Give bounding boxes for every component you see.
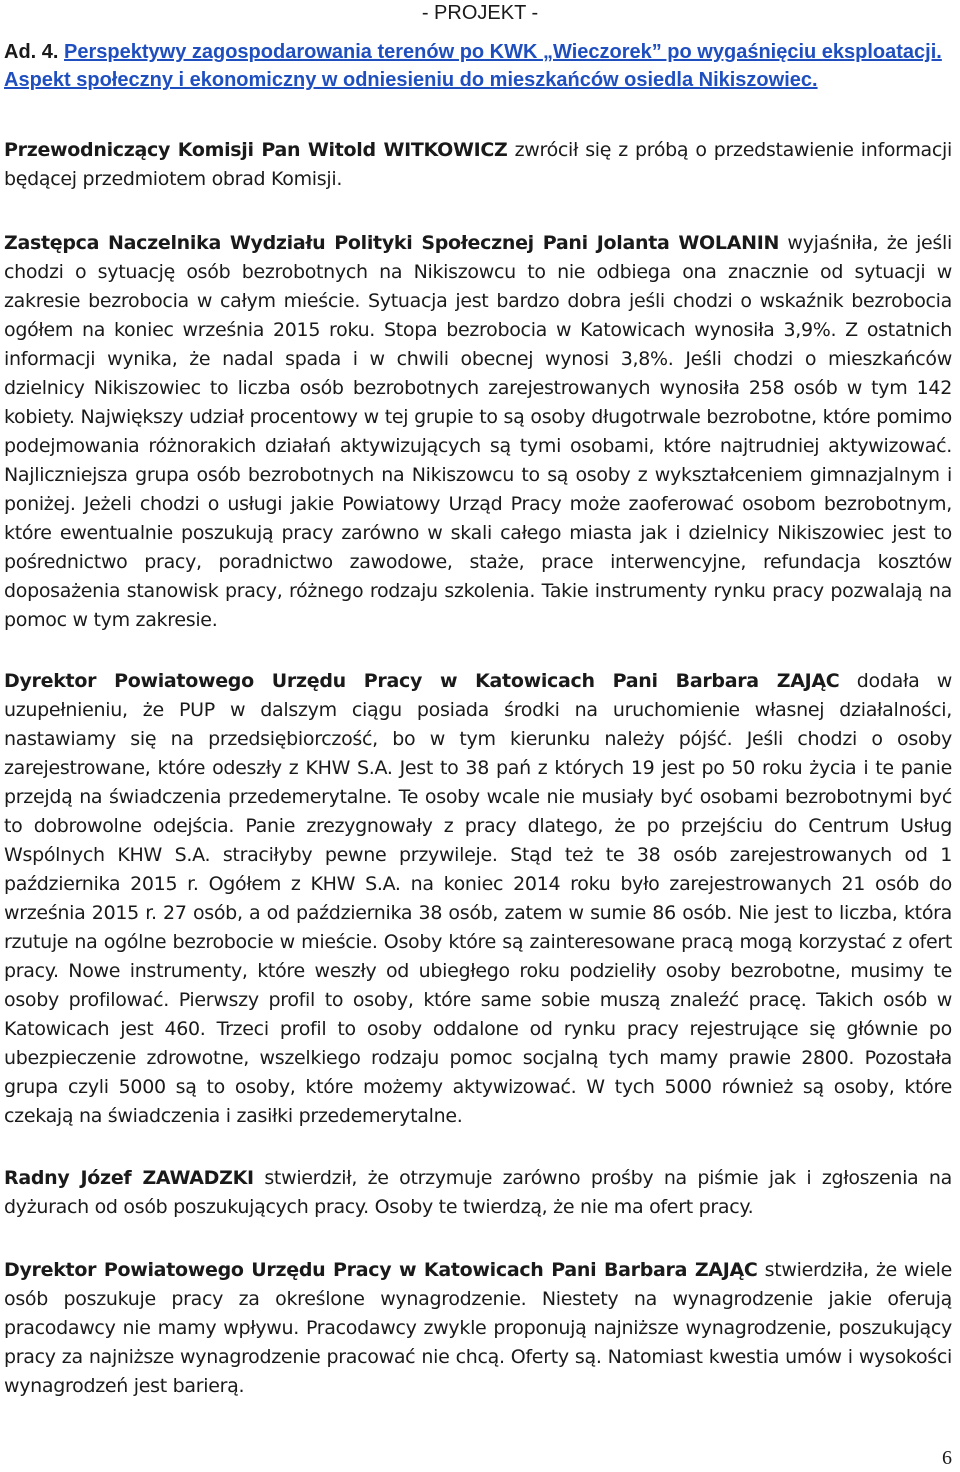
paragraph-director-1 [4, 667, 952, 1131]
paragraph-chairman [4, 136, 952, 194]
draft-header: - PROJEKT - [421, 2, 539, 24]
agenda-item [4, 38, 954, 94]
paragraph-director-2 [4, 1256, 952, 1401]
paragraph-text: stwierdził, że otrzymuje zarówno prośby na piśmie jak i zgłoszenia na dyżurach od osób poszukujących pracy. Osoby te twierdzą, że nie ma ofert pracy. [4, 1167, 952, 1218]
paragraph-text: dodała w uzupełnieniu, że PUP w dalszym ciągu posiada środki na uruchomienie własnej działalności, nastawiamy się na przedsiębiorczość, bo w tym kierunku należy pójść. Jeśli chodzi o osoby zarejestrowane, które odeszły z KHW S.A. Jest to 38 pań z których 19 jest po 50 roku życia i te panie przejdą na świadczenia przedemerytalne. Te osoby wcale nie musiały być osobami bezrobotnymi być to dobrowolne odejścia. Panie zrezygnowały z pracy dlatego, że po przejściu do Centrum Usług Wspólnych KHW S.A. straciłyby pewne przywileje. Stąd też te 38 osób zarejestrowanych od 1 października 2015 r. Ogółem z KHW S.A. na koniec 2014 roku było zarejestrowanych 21 osób do września 2015 r. 27 osób, a od października 38 osób, zatem w sumie 86 osób. Nie jest to liczba, która rzutuje na ogólne bezrobocie w mieście. Osoby które są zainteresowane pracą mogą korzystać z ofert pracy. Nowe instrumenty, które weszły od ubiegłego roku podzieliły osoby bezrobotne, musimy te osoby profilować. Pierwszy profil to osoby, które same sobie muszą znaleźć pracę. Takich osób w Katowicach jest 460. Trzeci profil to osoby oddalone od rynku pracy rejestrujące się głównie po ubezpieczenie zdrowotne, wszelkiego rodzaju pomoc socjalną tych mamy prawie 2800. Pozostała grupa czyli 5000 są to osoby, które możemy aktywizować. W tych 5000 również są osoby, które czekają na świadczenia i zasiłki przedemerytalne. [4, 670, 952, 1127]
speaker-name: Przewodniczący Komisji Pan Witold WITKOWICZ [4, 139, 508, 161]
paragraph-councillor [4, 1164, 952, 1222]
agenda-number: Ad. 4. [4, 41, 59, 63]
speaker-name: Radny Józef ZAWADZKI [4, 1167, 254, 1189]
agenda-title-link[interactable]: Perspektywy zagospodarowania terenów po KWK „Wieczorek” po wygaśnięciu eksploatacji. Aspekt społeczny i ekonomiczny w odniesieniu do mieszkańców osiedla Nikiszowiec. [4, 41, 942, 91]
paragraph-text: zwrócił się z próbą o przedstawienie informacji będącej przedmiotem obrad Komisji. [4, 139, 952, 190]
speaker-name: Zastępca Naczelnika Wydziału Polityki Społecznej Pani Jolanta WOLANIN [4, 232, 780, 254]
paragraph-text: stwierdziła, że wiele osób poszukuje pracy za określone wynagrodzenie. Niestety na wynagrodzenie jakie oferują pracodawcy nie mamy wpływu. Pracodawcy zwykle proponują najniższe wynagrodzenie, poszukujący pracy za najniższe wynagrodzenie pracować nie chcą. Oferty są. Natomiast kwestia umów i wysokości wynagrodzeń jest barierą. [4, 1259, 952, 1397]
paragraph-deputy-head [4, 229, 952, 635]
page-number: 6 [942, 1447, 952, 1469]
paragraph-text: wyjaśniła, że jeśli chodzi o sytuację osób bezrobotnych na Nikiszowcu to nie odbiega ona znacznie od sytuacji w zakresie bezrobocia w całym mieście. Sytuacja jest bardzo dobra jeśli chodzi o wskaźnik bezrobocia ogółem na koniec września 2015 roku. Stopa bezrobocia w Katowicach wynosiła 3,9%. Z ostatnich informacji wynika, że nadal spada i w chwili obecnej wynosi 3,8%. Jeśli chodzi o mieszkańców dzielnicy Nikiszowiec to liczba osób bezrobotnych zarejestrowanych wynosiła 258 osób w tym 142 kobiety. Największy udział procentowy w tej grupie to są osoby długotrwale bezrobotne, które pomimo podejmowania różnorakich działań aktywizujących są tymi osobami, które najtrudniej aktywizować. Najliczniejsza grupa osób bezrobotnych na Nikiszowcu to są osoby z wykształceniem gimnazjalnym i poniżej. Jeżeli chodzi o usługi jakie Powiatowy Urząd Pracy może zaoferować osobom bezrobotnym, które ewentualnie poszukują pracy zarówno w skali całego miasta jak i dzielnicy Nikiszowiec jest to pośrednictwo pracy, poradnictwo zawodowe, staże, prace interwencyjne, refundacja kosztów doposażenia stanowisk pracy, różnego rodzaju szkolenia. Takie instrumenty rynku pracy pozwalają na pomoc w tym zakresie. [4, 232, 952, 631]
speaker-name: Dyrektor Powiatowego Urzędu Pracy w Katowicach Pani Barbara ZAJĄC [4, 670, 840, 692]
speaker-name: Dyrektor Powiatowego Urzędu Pracy w Katowicach Pani Barbara ZAJĄC [4, 1259, 758, 1281]
